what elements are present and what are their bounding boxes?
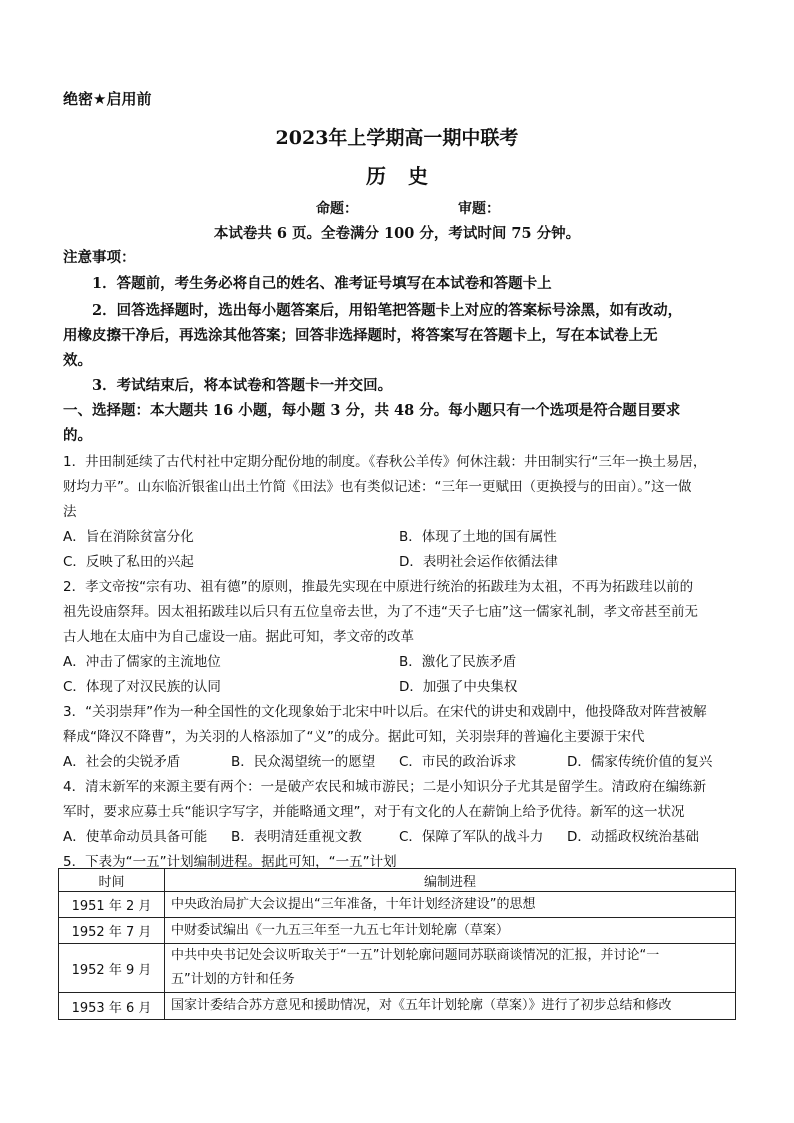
- q4-stem-line2: 军时，要求应募士兵“能识字写字，并能略通文理”，对于有文化的人在薪饷上给予优待。新军的这一状况: [63, 804, 685, 820]
- q5-stem: 5．下表为“一五”计划编制进程。据此可知，“一五”计划: [63, 854, 397, 870]
- q3-stem-line1: 3．“关羽崇拜”作为一种全国性的文化现象始于北宋中叶以后。在宋代的讲史和戏剧中，他投降敌对阵营被解: [63, 704, 707, 720]
- author-label: 命题：: [316, 201, 358, 217]
- q3-option-a[interactable]: A．社会的尖锐矛盾: [63, 754, 181, 770]
- q1-stem-line2: 财均力平”。山东临沂银雀山出土竹简《田法》也有类似记述：“三年一更赋田（更换授与的田亩）。”这一做: [63, 479, 692, 495]
- q2-option-d[interactable]: D．加强了中央集权: [399, 679, 518, 695]
- table-row: [59, 993, 736, 1020]
- section-heading: 一、选择题：本大题共 16 小题，每小题 3 分，共 48 分。每小题只有一个选项是符合题目要求: [63, 402, 681, 419]
- note-3: 3．考试结束后，将本试卷和答题卡一并交回。: [92, 377, 393, 394]
- row-content: [165, 892, 736, 918]
- q3-option-b[interactable]: B．民众渴望统一的愿望: [231, 754, 376, 770]
- q4-option-b[interactable]: B．表明清廷重视文教: [231, 829, 362, 845]
- row-time: 1952 年 9 月: [59, 944, 165, 993]
- row-content: [165, 918, 736, 944]
- note-2-line1: 2．回答选择题时，选出每小题答案后，用铅笔把答题卡上对应的答案标号涂黑，如有改动，: [92, 302, 683, 319]
- exam-title: 2023年上学期高一期中联考: [275, 127, 519, 149]
- row-content-line: 中共中央书记处会议听取关于“一五”计划轮廓问题同苏联商谈情况的汇报，并讨论“一: [171, 948, 660, 963]
- q4-option-a[interactable]: A．使革命动员具备可能: [63, 829, 208, 845]
- table-row: [59, 892, 736, 918]
- row-content-line: 中央政治局扩大会议提出“三年准备，十年计划经济建设”的思想: [171, 896, 536, 912]
- row-time: 1952 年 7 月: [59, 918, 165, 944]
- table-row: [59, 918, 736, 944]
- q1-stem-line3: 法: [63, 504, 77, 520]
- q3-stem-line2: 释成“降汉不降曹”，为关羽的人格添加了“义”的成分。据此可知，关羽崇拜的普遍化主要源于宋代: [63, 729, 645, 745]
- q1-option-d[interactable]: D．表明社会运作依循法律: [399, 554, 558, 570]
- row-content: [165, 944, 736, 993]
- row-content-line: 中财委试编出《一九五三年至一九五七年计划轮廓（草案）: [171, 922, 510, 938]
- row-time: 1953 年 6 月: [59, 993, 165, 1020]
- q3-option-d[interactable]: D．儒家传统价值的复兴: [567, 754, 713, 770]
- note-2-line3: 效。: [63, 352, 92, 369]
- notes-heading: 注意事项：: [63, 249, 136, 266]
- header-progress: 编制进程: [165, 869, 736, 892]
- q1-option-b[interactable]: B．体现了土地的国有属性: [399, 529, 557, 545]
- subject-title: 历史: [366, 164, 450, 188]
- row-content-line: 五”计划的方针和任务: [171, 972, 295, 987]
- table-header-row: [59, 869, 736, 892]
- note-1: 1．答题前，考生务必将自己的姓名、准考证号填写在本试卷和答题卡上: [92, 275, 552, 292]
- table-row: [59, 944, 736, 993]
- header-time: 时间: [59, 869, 165, 892]
- q2-option-b[interactable]: B．激化了民族矛盾: [399, 654, 517, 670]
- q2-stem-line3: 古人地在太庙中为自己虚设一庙。据此可知，孝文帝的改革: [63, 629, 414, 645]
- q1-stem-line1: 1．井田制延续了古代村社中定期分配份地的制度。《春秋公羊传》何休注载：井田制实行“三年一换土易居，: [63, 454, 707, 470]
- q2-stem-line1: 2．孝文帝按“宗有功、祖有德”的原则，推最先实现在中原进行统治的拓跋珪为太祖，不再为拓跋珪以前的: [63, 579, 694, 595]
- exam-intro: 本试卷共 6 页。全卷满分 100 分，考试时间 75 分钟。: [213, 225, 581, 242]
- q2-option-c[interactable]: C．体现了对汉民族的认同: [63, 679, 221, 695]
- row-time: 1951 年 2 月: [59, 892, 165, 918]
- q4-option-c[interactable]: C．保障了军队的战斗力: [399, 829, 544, 845]
- plan-table: [58, 868, 736, 1020]
- confidential-label: 绝密★启用前: [63, 90, 152, 108]
- q4-option-d[interactable]: D．动摇政权统治基础: [567, 829, 699, 845]
- reviewer-label: 审题：: [458, 201, 500, 217]
- q1-option-c[interactable]: C．反映了私田的兴起: [63, 554, 194, 570]
- q3-option-c[interactable]: C．市民的政治诉求: [399, 754, 517, 770]
- q2-stem-line2: 祖先设庙祭拜。因太祖拓跋珪以后只有五位皇帝去世，为了不违“天子七庙”这一儒家礼制，孝文帝甚至前无: [63, 604, 698, 620]
- q2-option-a[interactable]: A．冲击了儒家的主流地位: [63, 654, 221, 670]
- row-content: [165, 993, 736, 1020]
- q4-stem-line1: 4．清末新军的来源主要有两个：一是破产农民和城市游民；二是小知识分子尤其是留学生。清政府在编练新: [63, 779, 707, 795]
- note-2-line2: 用橡皮擦干净后，再选涂其他答案；回答非选择题时，将答案写在答题卡上，写在本试卷上无: [63, 327, 658, 344]
- row-content-line: 国家计委结合苏方意见和援助情况，对《五年计划轮廓（草案）》进行了初步总结和修改: [171, 998, 672, 1013]
- q1-option-a[interactable]: A．旨在消除贫富分化: [63, 529, 194, 545]
- section-heading-cont: 的。: [63, 427, 92, 444]
